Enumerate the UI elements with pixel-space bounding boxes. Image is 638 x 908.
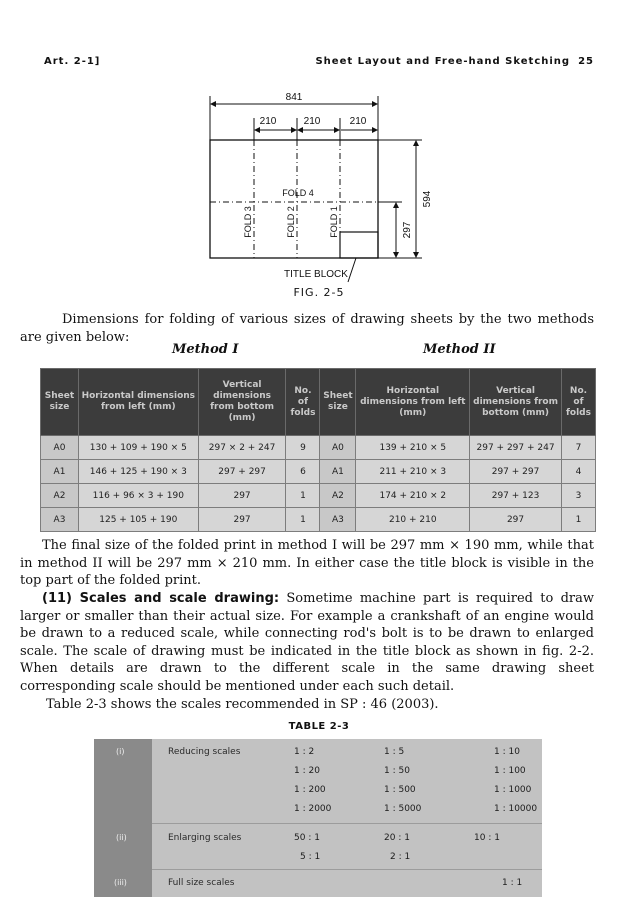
segment-2-label: 210 [303,116,321,127]
scale-value: 2 : 1 [390,852,411,862]
figure-caption: FIG. 2-5 [293,286,345,299]
scale-value: 10 : 1 [474,833,500,843]
scale-value: 1 : 50 [384,766,410,776]
chapter-title: Sheet Layout and Free-hand Sketching [315,56,571,67]
title-block-label: TITLE BLOCK [284,269,348,280]
table-cell: A2 [320,484,356,508]
scale-value: 1 : 500 [384,785,416,795]
folding-table-grid [40,368,596,532]
reducing-label: Reducing scales [168,747,241,757]
article-reference: Art. 2-1] [44,56,101,67]
scales-paragraph [20,590,594,695]
table-reference-paragraph: Table 2-3 shows the scales recommended in SP : 46 (2003). [46,697,439,712]
full-size-code: (iii) [114,878,127,887]
scale-value: 1 : 200 [294,785,326,795]
table-cell: A0 [41,436,79,460]
table-cell: A3 [320,508,356,532]
table-cell: 9 [286,436,320,460]
header-cell: Sheet size [41,369,79,436]
scale-value: 1 : 100 [494,766,526,776]
scale-value: 50 : 1 [294,833,320,843]
full-size-label: Full size scales [168,878,235,888]
table-row [41,460,596,484]
enlarging-label: Enlarging scales [168,833,242,843]
fold-3-label: FOLD 3 [243,206,253,238]
scale-value: 5 : 1 [300,852,321,862]
scale-value: 1 : 2 [294,747,315,757]
table-cell: 297 [198,484,286,508]
scale-value: 1 : 1000 [494,785,532,795]
reducing-code: (i) [116,747,125,756]
overall-width-label: 841 [285,92,303,103]
table-row [41,484,596,508]
scale-value: 1 : 5000 [384,804,422,814]
table-cell: 297 [470,508,562,532]
table-cell: A3 [41,508,79,532]
table-row [41,508,596,532]
header-cell: Vertical dimensions from bottom (mm) [198,369,286,436]
table-cell: 210 + 210 [356,508,470,532]
header-cell: Horizontal dimensions from left (mm) [78,369,198,436]
table-cell: 125 + 105 + 190 [78,508,198,532]
scales-heading: (11) Scales and scale drawing: [42,591,280,606]
method-1-heading: Method I [172,342,239,357]
segment-3-label: 210 [349,116,367,127]
page-number: 25 [578,56,594,67]
segment-1-label: 210 [259,116,277,127]
table-cell: 297 + 297 [198,460,286,484]
header-cell: No. of folds [286,369,320,436]
table-row [41,436,596,460]
table-cell: 146 + 125 + 190 × 3 [78,460,198,484]
sheet-folding-diagram [0,0,638,300]
table-cell: 6 [286,460,320,484]
table-cell: 3 [561,484,595,508]
method-2-heading: Method II [423,342,496,357]
table-header-row [41,369,596,436]
scale-value: 1 : 10000 [494,804,538,814]
table-cell: A1 [41,460,79,484]
intro-paragraph: Dimensions for folding of various sizes of drawing sheets by the two methods are given below: [20,312,594,345]
scales-body: Sometime machine part is required to draw larger or smaller than their actual size. For example a crankshaft of an engine would be drawn to a reduced scale, while connecting rod's bolt is to be drawn to enlarged scale. The scale of drawing must be indicated in the title block as shown in fig. 2-2. When details are drawn to the different scale in the same drawing sheet corresponding scale should be mentioned under each such detail. [20,591,594,694]
header-cell: Vertical dimensions from bottom (mm) [470,369,562,436]
fold-4-label: FOLD 4 [282,188,314,198]
table-cell: 139 + 210 × 5 [356,436,470,460]
table-cell: 116 + 96 × 3 + 190 [78,484,198,508]
table-cell: 297 [198,508,286,532]
table-cell: A1 [320,460,356,484]
row-divider [152,869,542,870]
scales-table-code-column [94,739,152,897]
table-cell: 211 + 210 × 3 [356,460,470,484]
table-cell: 297 + 297 [470,460,562,484]
final-size-paragraph: The final size of the folded print in method I will be 297 mm × 190 mm, while that in method II will be 297 mm × 210 mm. In either case the title block is visible in the top part of the folded print. [20,538,594,588]
table-2-3-caption: TABLE 2-3 [288,721,350,732]
table-cell: 1 [286,508,320,532]
row-divider [152,823,542,824]
lower-height-label: 297 [402,221,413,239]
table-cell: 297 + 123 [470,484,562,508]
scale-value: 1 : 10 [494,747,520,757]
scale-value: 1 : 2000 [294,804,332,814]
height-label: 594 [422,190,433,208]
scale-value: 1 : 20 [294,766,320,776]
table-cell: 174 + 210 × 2 [356,484,470,508]
header-cell: Sheet size [320,369,356,436]
table-cell: 1 [286,484,320,508]
table-cell: 7 [561,436,595,460]
table-cell: 297 + 297 + 247 [470,436,562,460]
table-cell: A2 [41,484,79,508]
scale-value: 1 : 1 [502,878,523,888]
scale-value: 20 : 1 [384,833,410,843]
enlarging-code: (ii) [116,833,127,842]
table-cell: 297 × 2 + 247 [198,436,286,460]
folding-dimensions-table [40,368,596,532]
scale-value: 1 : 5 [384,747,405,757]
fold-2-label: FOLD 2 [286,206,296,238]
scales-table [94,739,542,897]
fold-1-label: FOLD 1 [329,206,339,238]
header-cell: Horizontal dimensions from left (mm) [356,369,470,436]
table-cell: 130 + 109 + 190 × 5 [78,436,198,460]
header-cell: No. of folds [561,369,595,436]
table-cell: 4 [561,460,595,484]
table-cell: A0 [320,436,356,460]
table-cell: 1 [561,508,595,532]
